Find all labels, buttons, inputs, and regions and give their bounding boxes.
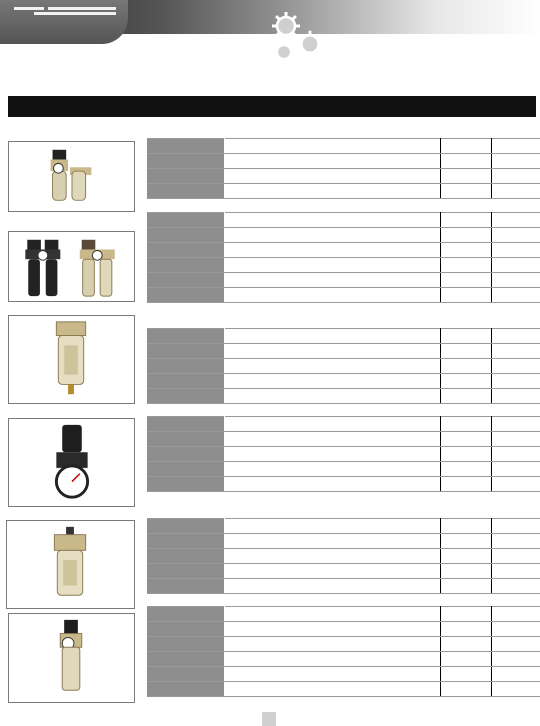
table-row [147,519,540,534]
spec-table-1 [147,138,540,199]
table-row [147,169,540,184]
product-image-filter-regulator [8,613,135,703]
section-title [8,100,16,112]
spec-table-5 [147,518,540,594]
spec-table-4 [147,416,540,492]
table-row [147,549,540,564]
table-row [147,667,540,682]
table-row [147,273,540,288]
table-row [147,389,540,404]
table-row [147,288,540,303]
spec-table-2 [147,212,540,303]
table-row [147,579,540,594]
logo-tab [0,0,128,44]
product-image-lubricator [6,520,135,609]
table-row [147,447,540,462]
filter-bowl-icon [9,316,134,403]
spec-table-6 [147,606,540,697]
product-image-regulator [8,418,135,507]
table-row [147,682,540,697]
logo-stripe [48,7,116,10]
table-row [147,154,540,169]
product-image-frl-pair [8,231,135,302]
product-image-filter [8,315,135,404]
gears-icon [262,6,336,68]
lubricator-bowl-icon [7,521,134,608]
table-row [147,258,540,273]
spec-table-3 [147,328,540,404]
table-row [147,432,540,447]
table-row [147,139,540,154]
table-row [147,417,540,432]
logo-stripe [34,12,116,15]
frl-unit-icon [9,142,134,211]
filter-regulator-icon [9,614,134,702]
table-row [147,637,540,652]
logo-stripe [14,7,44,10]
table-row [147,184,540,199]
table-row [147,534,540,549]
table-row [147,359,540,374]
product-image-frl-combination [8,141,135,212]
section-title-bar [8,96,536,117]
table-row [147,243,540,258]
table-row [147,329,540,344]
table-row [147,213,540,228]
frl-pair-icon [9,232,134,301]
pressure-gauge-icon [9,419,134,506]
table-row [147,564,540,579]
table-row [147,228,540,243]
table-row [147,622,540,637]
table-row [147,462,540,477]
table-row [147,652,540,667]
table-row [147,477,540,492]
table-row [147,374,540,389]
table-row [147,344,540,359]
table-row [147,607,540,622]
page-number-marker [262,712,276,726]
